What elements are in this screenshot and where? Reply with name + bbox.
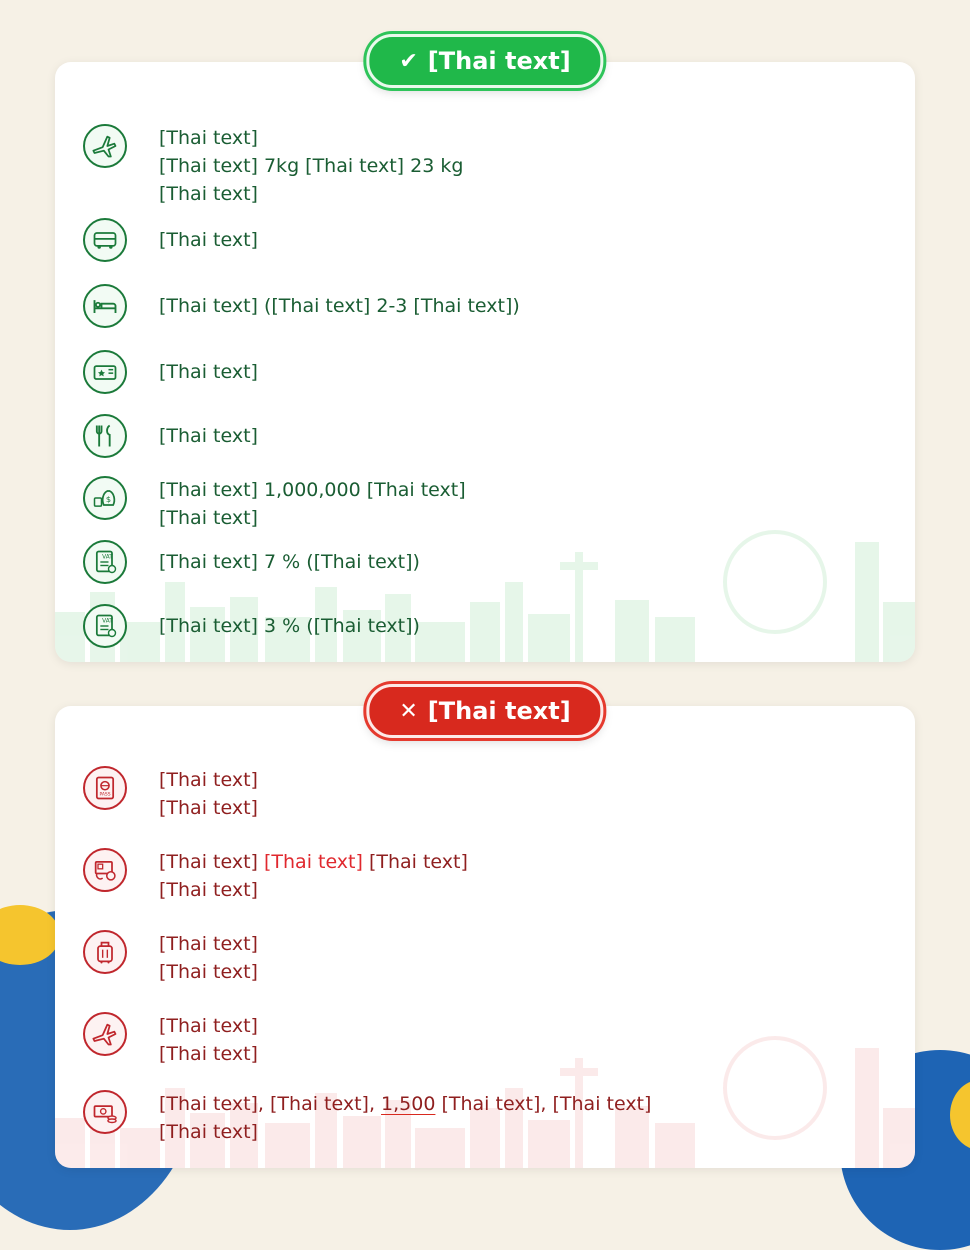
money-icon xyxy=(83,1090,127,1134)
list-item xyxy=(83,930,891,986)
visa-icon xyxy=(83,848,127,892)
list-item xyxy=(83,1090,891,1146)
list-item-text: [Thai text], [Thai text], 1,500 [Thai text], [Thai text] [Thai text] xyxy=(159,1093,652,1143)
list-item-text: [Thai text] [Thai text] xyxy=(159,769,258,819)
list-item xyxy=(83,540,891,584)
excluded-services-card xyxy=(55,706,915,1168)
svg-text:VAT: VAT xyxy=(102,554,113,561)
ticket-icon xyxy=(83,350,127,394)
list-item xyxy=(83,604,891,648)
vat-document-icon xyxy=(83,540,127,584)
list-item xyxy=(83,284,891,328)
list-item-text: [Thai text] [Thai text] xyxy=(159,933,258,983)
excluded-header xyxy=(366,684,603,738)
airplane-icon xyxy=(83,1012,127,1056)
list-item xyxy=(83,766,891,822)
list-item xyxy=(83,124,891,208)
bus-icon xyxy=(83,218,127,262)
list-item xyxy=(83,848,891,904)
cross-icon: ✕ xyxy=(399,698,418,724)
list-item xyxy=(83,476,891,532)
list-item-text: [Thai text] 7 % ([Thai text]) xyxy=(159,551,420,573)
svg-text:$: $ xyxy=(105,494,112,505)
airplane-icon xyxy=(83,124,127,168)
list-item-text: [Thai text] xyxy=(159,425,258,447)
tip-amount: 1,500 xyxy=(381,1093,436,1115)
list-item-text: [Thai text] 1,000,000 [Thai text] [Thai text] xyxy=(159,479,466,529)
list-item xyxy=(83,414,891,458)
list-item xyxy=(83,350,891,394)
insurance-money-icon xyxy=(83,476,127,520)
included-title: [Thai text] xyxy=(427,47,571,75)
list-item-text: [Thai text] xyxy=(159,229,258,251)
list-item-text: [Thai text] [Thai text] xyxy=(159,1015,258,1065)
hotel-bed-icon xyxy=(83,284,127,328)
list-item-text: [Thai text] [Thai text] [Thai text] [Thai text] xyxy=(159,851,468,901)
included-services-card xyxy=(55,62,915,662)
highlighted-country: [Thai text] xyxy=(263,851,363,873)
list-item-text: [Thai text] ([Thai text] 2-3 [Thai text]) xyxy=(159,295,520,317)
list-item-text: [Thai text] [Thai text] 7kg [Thai text] 23 kg [Thai text] xyxy=(159,127,464,205)
passport-icon xyxy=(83,766,127,810)
list-item-text: [Thai text] xyxy=(159,361,258,383)
svg-text:PASS: PASS xyxy=(99,792,111,798)
included-header xyxy=(366,34,603,88)
check-icon: ✔ xyxy=(399,48,418,74)
svg-text:VAT: VAT xyxy=(102,618,113,625)
excluded-title: [Thai text] xyxy=(427,697,571,725)
vat-document-icon xyxy=(83,604,127,648)
list-item-text: [Thai text] 3 % ([Thai text]) xyxy=(159,615,420,637)
luggage-icon xyxy=(83,930,127,974)
list-item xyxy=(83,1012,891,1068)
list-item xyxy=(83,218,891,262)
utensils-icon xyxy=(83,414,127,458)
